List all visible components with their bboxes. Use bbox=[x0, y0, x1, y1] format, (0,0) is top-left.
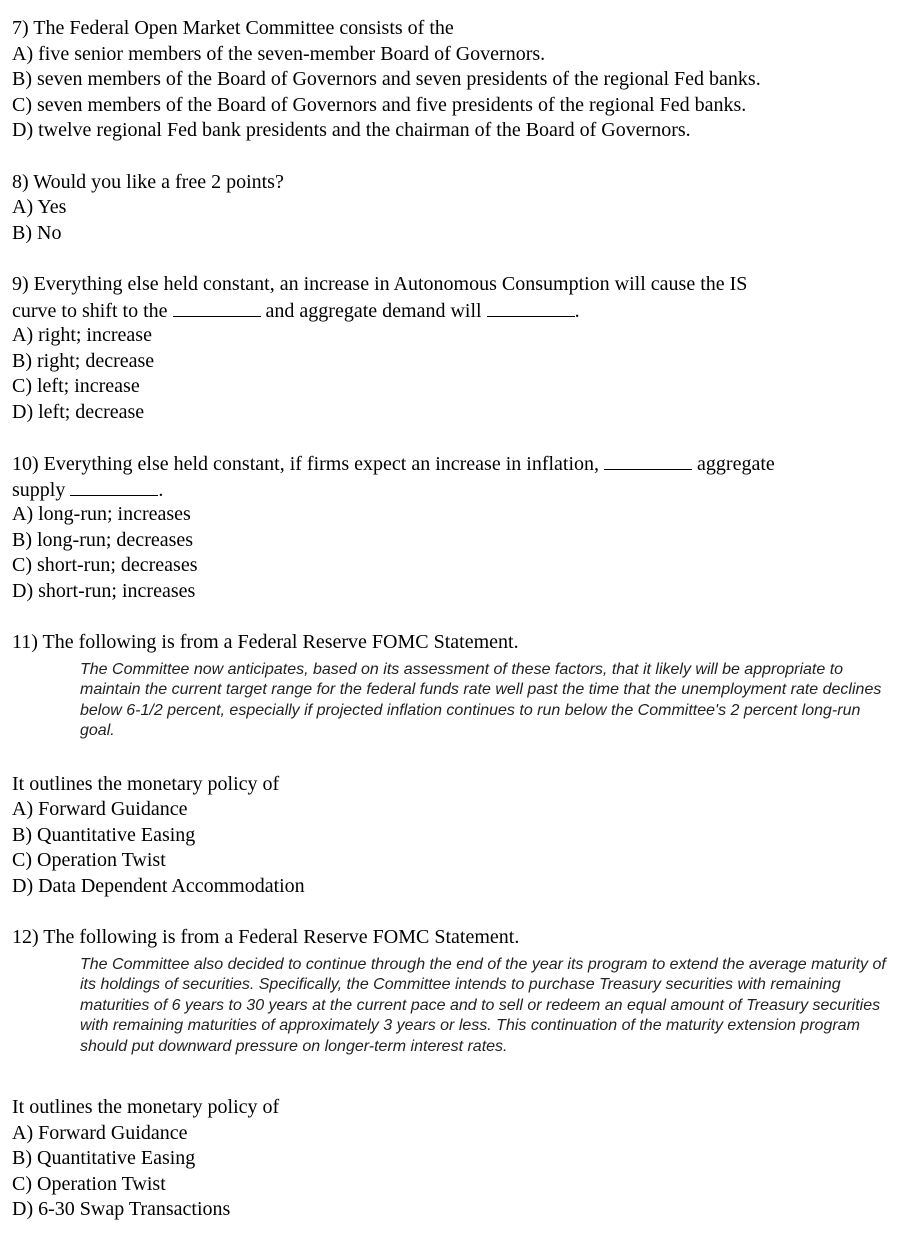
fomc-quote: The Committee now anticipates, based on its assessment of these factors, that it likely will be appropriate to maintain the current target range for the federal funds rate well past the time that the unemployment rate declines below 6-1/2 percent, especially if projected inflation continues to run below the Committee's 2 percent long-run goal. bbox=[80, 660, 882, 739]
quiz-document bbox=[12, 16, 912, 1249]
question-11 bbox=[12, 630, 912, 899]
option-a: A) Yes bbox=[12, 196, 67, 218]
option-b: B) No bbox=[12, 221, 62, 244]
question-stem: 7) The Federal Open Market Committee consists of the bbox=[12, 17, 454, 39]
question-stem: 8) Would you like a free 2 points? bbox=[12, 170, 284, 193]
question-stem: 12) The following is from a Federal Reserve FOMC Statement. bbox=[12, 926, 520, 948]
option-a: A) right; increase bbox=[12, 324, 152, 346]
stem-text: . bbox=[158, 478, 164, 501]
option-c: C) Operation Twist bbox=[12, 1172, 166, 1195]
answer-blank bbox=[604, 451, 692, 470]
question-followup: It outlines the monetary policy of bbox=[12, 1096, 280, 1118]
option-a: A) five senior members of the seven-member Board of Governors. bbox=[12, 42, 546, 65]
answer-blank bbox=[70, 477, 158, 496]
question-10 bbox=[12, 451, 912, 604]
option-d: D) twelve regional Fed bank presidents and the chairman of the Board of Governors. bbox=[12, 119, 691, 141]
option-a: A) Forward Guidance bbox=[12, 1121, 188, 1144]
question-9 bbox=[12, 272, 912, 425]
stem-text: curve to shift to the bbox=[12, 299, 173, 322]
answer-blank bbox=[173, 298, 261, 317]
option-c: C) left; increase bbox=[12, 375, 140, 397]
stem-text: supply bbox=[12, 478, 71, 501]
option-b: B) seven members of the Board of Governors and seven presidents of the regional Fed banks. bbox=[12, 68, 761, 90]
question-stem-cont bbox=[12, 298, 912, 324]
stem-text: aggregate bbox=[692, 453, 775, 475]
question-7 bbox=[12, 16, 912, 144]
option-b: B) right; decrease bbox=[12, 349, 155, 372]
question-stem: 11) The following is from a Federal Reserve FOMC Statement. bbox=[12, 631, 519, 653]
option-a: A) long-run; increases bbox=[12, 503, 191, 525]
question-stem: 9) Everything else held constant, an increase in Autonomous Consumption will cause the IS bbox=[12, 273, 748, 295]
question-8 bbox=[12, 170, 912, 247]
option-b: B) long-run; decreases bbox=[12, 528, 194, 551]
stem-text: 10) Everything else held constant, if firms expect an increase in inflation, bbox=[12, 453, 605, 475]
option-c: C) short-run; decreases bbox=[12, 554, 198, 576]
option-c: C) Operation Twist bbox=[12, 849, 166, 871]
option-d: D) short-run; increases bbox=[12, 579, 196, 602]
stem-text: and aggregate demand will bbox=[260, 299, 487, 322]
fomc-quote: The Committee also decided to continue through the end of the year its program to extend the average maturity of its holdings of securities. Specifically, the Committee intends to purchase Treasury securities with remaining maturities of 6 years to 30 years at the current pace and to sell or redeem an equal amount of Treasury securities with remaining maturities of approximately 3 years or less. This continuation of the maturity extension program should put downward pressure on longer-term interest rates. bbox=[80, 955, 886, 1055]
answer-blank bbox=[487, 298, 575, 317]
option-d: D) Data Dependent Accommodation bbox=[12, 874, 305, 897]
option-d: D) left; decrease bbox=[12, 400, 145, 423]
question-stem-cont bbox=[12, 477, 912, 503]
option-b: B) Quantitative Easing bbox=[12, 1147, 196, 1169]
question-followup: It outlines the monetary policy of bbox=[12, 772, 280, 795]
question-stem bbox=[12, 451, 912, 477]
option-b: B) Quantitative Easing bbox=[12, 823, 196, 846]
question-12 bbox=[12, 925, 912, 1223]
stem-text: . bbox=[574, 299, 580, 322]
option-c: C) seven members of the Board of Governors and five presidents of the regional Fed banks. bbox=[12, 93, 747, 116]
option-d: D) 6-30 Swap Transactions bbox=[12, 1198, 231, 1220]
option-a: A) Forward Guidance bbox=[12, 798, 188, 820]
